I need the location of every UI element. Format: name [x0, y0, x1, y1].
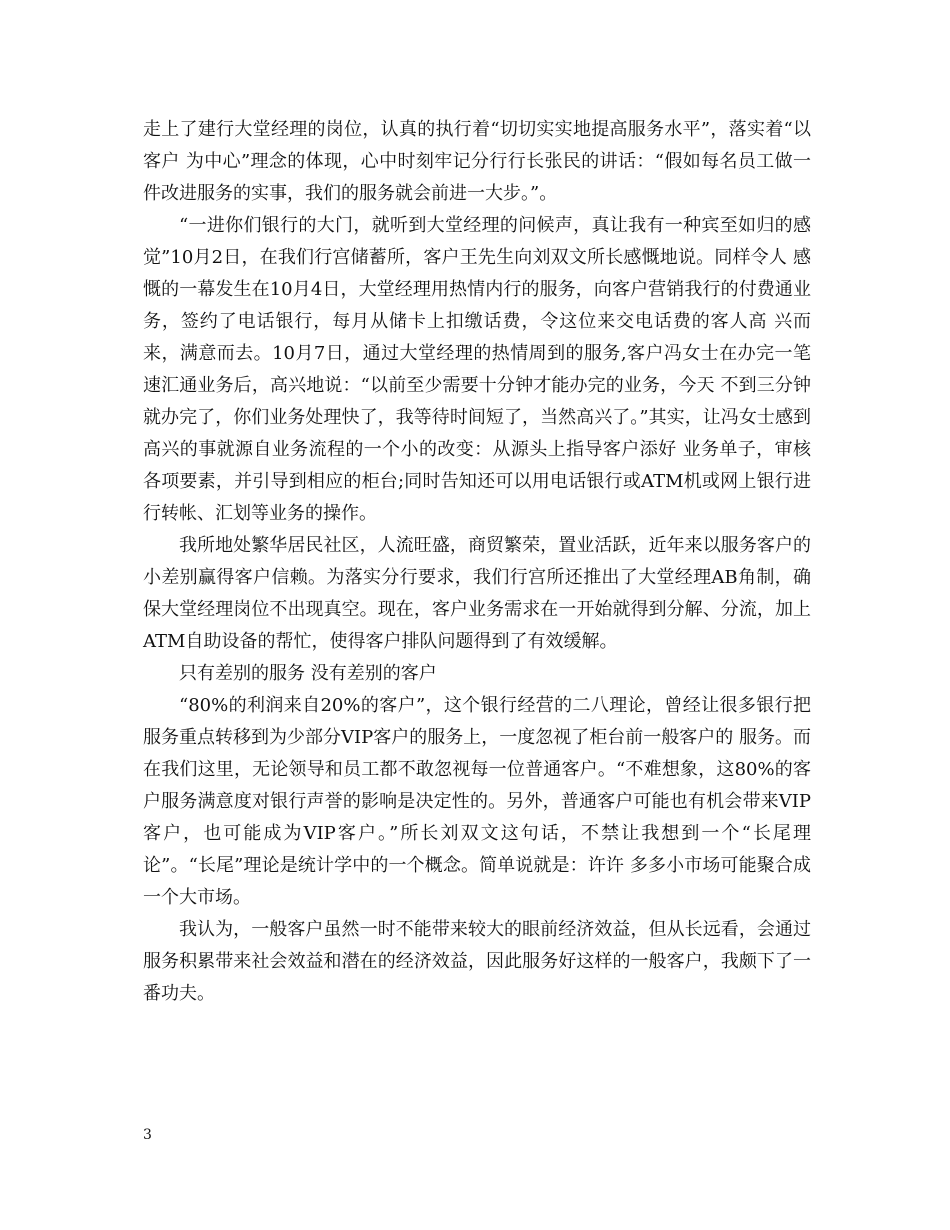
paragraph-3: 我所地处繁华居民社区，人流旺盛，商贸繁荣，置业活跃，近年来以服务客户的小差别赢得客户信赖。为落实分行要求，我们行宫所还推出了大堂经理AB角制，确 保大堂经理岗位不出现真空。现在，客户业务需求在一开始就得到分解、分流，加上ATM自助设备的帮忙，使得客户排队问题得到了有效缓解。 [143, 535, 811, 652]
paragraph-1: 走上了建行大堂经理的岗位，认真的执行着“切切实实地提高服务水平”，落实着“以客户 为中心”理念的体现，心中时刻牢记分行行长张民的讲话：“假如每名员工做一件改进服务的实事，我们的服务就会前进一大步。”。 [143, 119, 811, 204]
section-heading: 只有差别的服务 没有差别的客户 [179, 663, 437, 684]
paragraph-2: “一进你们银行的大门，就听到大堂经理的问候声，真让我有一种宾至如归的感觉”10月2日，在我们行宫储蓄所，客户王先生向刘双文所长感慨地说。同样令人 感慨的一幕发生在10月4日，大堂经理用热情内行的服务，向客户营销我行的付费通业务，签约了电话银行，每月从储卡上扣缴话费，令这位来交电话费的客人高 兴而来，满意而去。10月7日，通过大堂经理的热情周到的服务,客户冯女士在办完一笔速汇通业务后，高兴地说：“以前至少需要十分钟才能办完的业务，今天 不到三分钟就办完了，你们业务处理快了，我等待时间短了，当然高兴了。”其实，让冯女士感到高兴的事就源自业务流程的一个小的改变：从源头上指导客户添好 业务单子，审核各项要素，并引导到相应的柜台;同时告知还可以用电话银行或ATM机或网上银行进行转帐、汇划等业务的操作。 [143, 215, 811, 524]
paragraph-4: “80%的利润来自20%的客户”，这个银行经营的二八理论，曾经让很多银行把服务重点转移到为少部分VIP客户的服务上，一度忽视了柜台前一般客户的 服务。而在我们这里，无论领导和员工都不敢忽视每一位普通客户。“不难想象，这80%的客户服务满意度对银行声誉的影响是决定性的。另外，普通客户可能也有机会带来VIP客户，也可能成为VIP客户。”所长刘双文这句话，不禁让我想到一个“长尾理论”。“长尾”理论是统计学中的一个概念。简单说就是：许许 多多小市场可能聚合成一个大市场。 [143, 695, 811, 908]
page-number: 3 [143, 1127, 152, 1143]
paragraph-5: 我认为，一般客户虽然一时不能带来较大的眼前经济效益，但从长远看，会通过服务积累带来社会效益和潜在的经济效益，因此服务好这样的一般客户，我颇下了一番功夫。 [143, 919, 811, 1004]
document-body [143, 114, 811, 1010]
